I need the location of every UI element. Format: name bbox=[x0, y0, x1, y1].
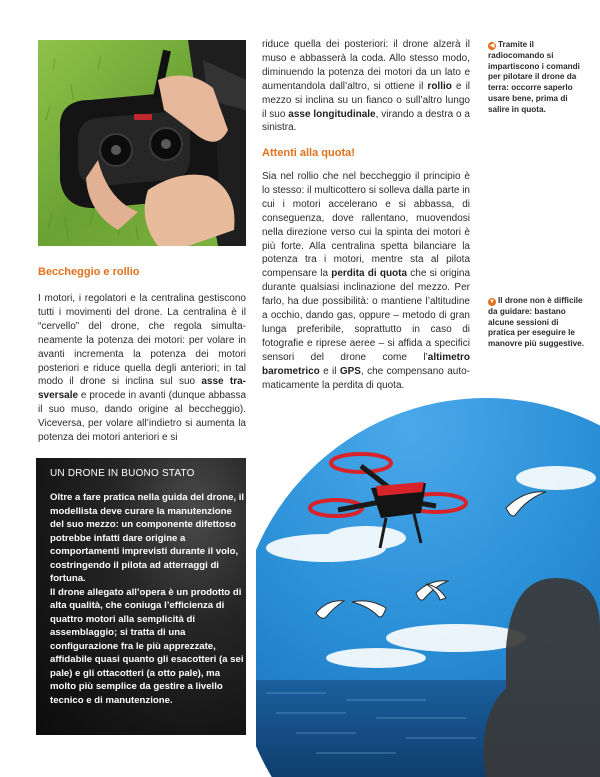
section-body-quota bbox=[262, 170, 470, 393]
remote-controller-photo bbox=[38, 40, 246, 246]
text-run: e procede in avanti (dunque abbassa il suo muso, dando origine al beccheggio). Viceversa, per volare all’indietro si aumenta la potenza dei motori anteriori e si bbox=[38, 390, 246, 442]
bold-term: asse longitudinale bbox=[288, 108, 376, 120]
section-body-beccheggio-continued bbox=[262, 38, 470, 135]
caption-drone bbox=[488, 296, 584, 350]
text-run: e il bbox=[319, 365, 340, 377]
section-heading-beccheggio: Beccheggio e rollio bbox=[38, 266, 140, 278]
text-run: che si origina durante qualsiasi inclinazione del mezzo. Per farlo, ha due possibilità: o mantiene l’altitudine a occhio, dando gas, oppure – metodo di gran lunga preferibile, soprattutto in caso di fotografie e riprese aeree – si affida a specifici sensori del drone come l’ bbox=[262, 268, 471, 363]
info-box-title: UN DRONE IN BUONO STATO bbox=[50, 468, 195, 479]
drone-sky-photo bbox=[256, 388, 600, 777]
bold-term: asse trasversale bbox=[38, 376, 246, 402]
bold-term: altimetro barometrico bbox=[262, 351, 470, 377]
text-run: Sia nel rollio che nel beccheggio il principio è lo stesso: il multicottero si solleva dalla parte in cui i motori accelerano e si abbassa, di conseguenza, dove rallentano, muovendosi nella direzione verso cui la spinta dei motori è più forte. Alla centralina spetta bilanciare la potenza tra i motori, mentre sta al pilota compensare la bbox=[262, 171, 470, 280]
bold-term: GPS bbox=[339, 365, 361, 377]
text-run: , che compensano automaticamente la perdita di quota. bbox=[262, 365, 470, 391]
bold-term: rollio bbox=[427, 80, 452, 92]
section-heading-quota: Attenti alla quota! bbox=[262, 147, 355, 159]
bold-term: perdita di quota bbox=[331, 268, 408, 280]
text-run: I motori, i regolatori e la centralina gestiscono tutti i movimenti del drone. La centralina è il “cervello” del drone, che regola simultaneamente la potenza dei motori: per volare in avanti incrementa la potenza dei motori posteriori e riduce quella degli anteriori; in tal modo il drone si inclina sul suo bbox=[38, 293, 246, 388]
text-run: e il mezzo si inclina su un fianco o sull’altro lungo il suo bbox=[262, 80, 471, 120]
info-box-text bbox=[50, 491, 246, 707]
info-box-paragraph: Oltre a fare pratica nella guida del drone, il modellista deve curare la manutenzione del suo mezzo: un componente difettoso potrebbe infatti dare origine a comportamenti imprevisti durante il volo, costringendo il pilota ad atterraggi di fortuna. bbox=[50, 492, 245, 584]
caption-remote-text: Tramite il radiocomando si impartiscono i comandi per pilotare il drone da terra: occorre saperlo usare bene, prima di salire in quota. bbox=[488, 40, 580, 114]
text-run: riduce quella dei posteriori: il drone alzerà il muso e abbasserà la coda. Allo stesso modo, diminuendo la potenza dei motori da un lato e aumentandola dall’altro, si ottiene il bbox=[262, 39, 470, 92]
text-run: , virando a destra o a sinistra. bbox=[262, 108, 470, 134]
arrow-down-icon: ▼ bbox=[489, 299, 495, 305]
caption-drone-text: Il drone non è difficile da guidare: bastano alcune sessioni di pratica per eseguire le manovre più suggestive. bbox=[488, 296, 585, 349]
section-body-beccheggio bbox=[38, 292, 246, 442]
arrow-left-icon: ◀ bbox=[489, 43, 495, 49]
caption-remote bbox=[488, 40, 584, 116]
info-box-buono-stato bbox=[36, 458, 246, 735]
info-box-paragraph: Il drone allegato all’opera è un prodotto di alta qualità, che coniuga l’efficienza di quattro motori alla semplicità di assemblaggio; si tratta di una configurazione fra le più apprezzate, affidabile quasi quanto gli esacotteri (a sei pale) e gli ottacotteri (a otto pale), ma molto più semplice da gestire a livello tecnico e di manutenzione. bbox=[50, 586, 244, 706]
